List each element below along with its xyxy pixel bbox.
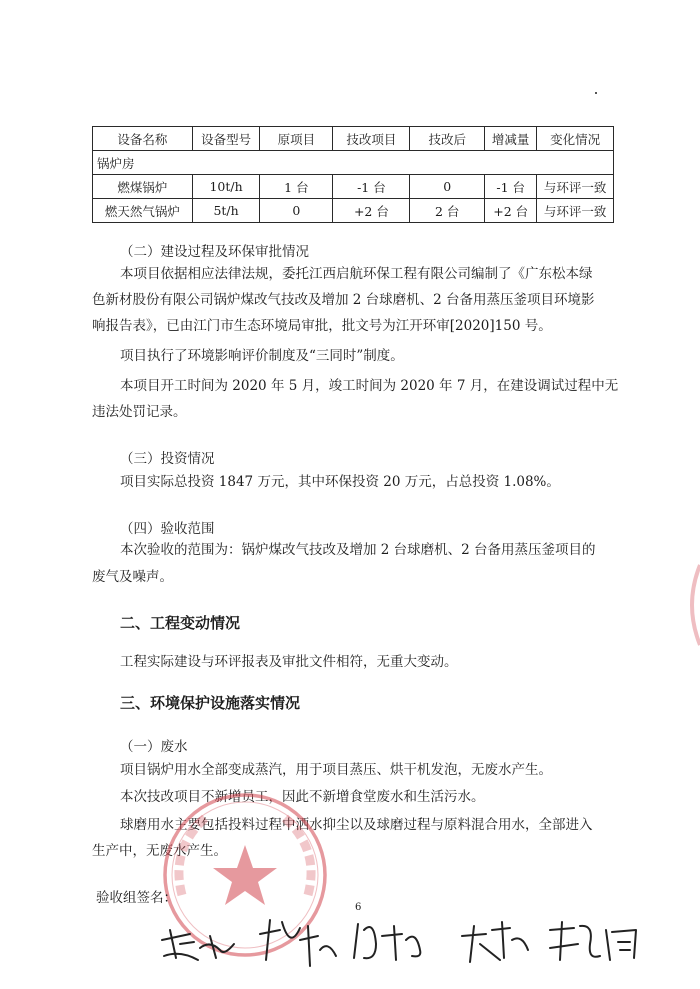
header-cell: 设备型号 (192, 127, 260, 151)
table-cell: +2 台 (333, 199, 410, 223)
section-heading-3: （三）投资情况 (120, 451, 215, 467)
paragraph-line: 项目锅炉用水全部变成蒸汽，用于项目蒸压、烘干机发泡，无废水产生。 (120, 762, 552, 778)
table-cell: 与环评一致 (537, 175, 614, 199)
section-cell: 锅炉房 (93, 151, 614, 175)
edge-seal-icon (682, 560, 700, 650)
equipment-table (92, 126, 614, 223)
table-header-row (93, 127, 614, 151)
table-cell: 0 (260, 199, 333, 223)
paragraph-line: 色新材股份有限公司锅炉煤改气技改及增加 2 台球磨机、2 台备用蒸压釜项目环境影 (92, 292, 595, 308)
table-cell: 2 台 (410, 199, 485, 223)
paragraph-line: 违法处罚记录。 (92, 404, 187, 420)
paragraph-line: 球磨用水主要包括投料过程中洒水抑尘以及球磨过程与原料混合用水，全部进入 (120, 817, 593, 833)
part-heading-3: 三、环境保护设施落实情况 (120, 694, 301, 712)
table-cell: 0 (410, 175, 485, 199)
paragraph-line: 项目执行了环境影响评价制度及“三同时”制度。 (120, 348, 404, 364)
header-cell: 设备名称 (93, 127, 193, 151)
table-cell: -1 台 (484, 175, 536, 199)
table-cell: 与环评一致 (537, 199, 614, 223)
table-cell: 燃天然气锅炉 (93, 199, 193, 223)
table-cell: 5t/h (192, 199, 260, 223)
header-cell: 技改后 (410, 127, 485, 151)
paragraph-line: 本次技改项目不新增员工，因此不新增食堂废水和生活污水。 (120, 789, 485, 805)
table-cell: 10t/h (192, 175, 260, 199)
page-number: 6 (355, 902, 362, 913)
subsection-heading: （一）废水 (120, 739, 188, 755)
part-heading-2: 二、工程变动情况 (120, 614, 241, 632)
section-heading-4: （四）验收范围 (120, 521, 215, 537)
signature-label: 验收组签名： (96, 890, 177, 906)
table-section-row (93, 151, 614, 175)
paragraph-line: 本项目依据相应法律法规，委托江西启航环保工程有限公司编制了《广东松本绿 (120, 266, 593, 282)
section-heading-2: （二）建设过程及环保审批情况 (120, 244, 309, 260)
paragraph-line: 废气及噪声。 (92, 569, 173, 585)
header-cell: 变化情况 (537, 127, 614, 151)
paragraph-line: 本项目开工时间为 2020 年 5 月，竣工时间为 2020 年 7 月，在建设调试过程中无 (120, 378, 619, 394)
table-cell: -1 台 (333, 175, 410, 199)
table-row (93, 175, 614, 199)
table-cell: 燃煤锅炉 (93, 175, 193, 199)
table-cell: 1 台 (260, 175, 333, 199)
paragraph-line: 生产中，无废水产生。 (92, 843, 227, 859)
table-row (93, 199, 614, 223)
table-cell: +2 台 (484, 199, 536, 223)
paragraph-line: 工程实际建设与环评报表及审批文件相符，无重大变动。 (120, 654, 458, 670)
scan-speck (595, 92, 597, 94)
header-cell: 原项目 (260, 127, 333, 151)
paragraph-line: 响报告表》，已由江门市生态环境局审批，批文号为江开环审[2020]150 号。 (92, 318, 552, 334)
header-cell: 技改项目 (333, 127, 410, 151)
handwritten-signatures-icon (150, 900, 690, 980)
paragraph-line: 本次验收的范围为：锅炉煤改气技改及增加 2 台球磨机、2 台备用蒸压釜项目的 (120, 542, 596, 558)
header-cell: 增减量 (484, 127, 536, 151)
paragraph-line: 项目实际总投资 1847 万元，其中环保投资 20 万元，占总投资 1.08%。 (120, 474, 560, 490)
